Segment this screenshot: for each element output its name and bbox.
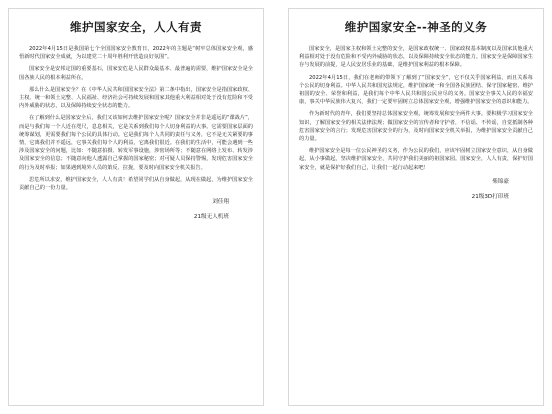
left-article-page: [8, 8, 264, 406]
right-article-paragraph: 国家安全，是国家主权和领土完整的安全，是国家政权统一、国家政权基本制度以及国家其他重大利益相对处于没有危险和不受内外威胁的状态，以及保障持续安全状态的能力。国家安全是保障国家生存与发展的前提，是人民安居乐业的基础，是维护国家利益的根本保障。: [299, 46, 533, 69]
right-article-paragraph: 2022年4月15日，我们在老师的带领下了解到了“国家安全”，它不仅关乎国家利益，而且关系每个公民的切身利益。中华人民共和国宪法规定，维护国家统一和全国各民族团结、保守国家秘密、维护祖国的安全、荣誉和利益，是我们每个中华人民共和国公民应尽的义务。国家安全事关人民的幸福安康，事关中华民族伟大复兴，我们一定要牢固树立总体国家安全观，增强维护国家安全的意识和能力。: [299, 74, 533, 106]
left-article-signature: [19, 198, 253, 222]
right-article-class: 21级3D打印班: [471, 193, 509, 200]
right-article-paragraph: 维护国家安全是每一位公民神圣的义务，作为公民的我们，应该牢固树立国家安全意识，从自身做起，从小事做起，坚决维护国家安全，共同守护我们美丽的祖国家园。国家安全，人人有责，保护好国家安全，就是保护好我们自己，让我们一起行动起来吧！: [299, 148, 533, 171]
left-article-author: 刘佳翔: [212, 199, 229, 206]
left-article-paragraph: 思危所以求安，维护国家安全，人人有责！希望同学们从自身做起，从现在做起，为维护国家安全贡献自己的一份力量。: [19, 176, 253, 192]
right-article-signature: [299, 178, 533, 202]
left-article-class: 21级无人机班: [193, 214, 229, 221]
right-article-title: 维护国家安全--神圣的义务: [344, 20, 488, 34]
left-article-paragraph: 国家安全是安邦定国的重要基石，国家安危是人民群众最基本、最普遍的需要，维护国家安全是全国各族人民的根本利益所在。: [19, 66, 253, 81]
left-article-paragraph: 那么什么是国家安全？在《中华人民共和国国家安全法》第二条中指出，国家安全是指国家政权、主权、统一和领土完整、人民福祉、经济社会可持续发展和国家其他重大利益相对处于没有危险和不受内外威胁的状态，以及保障持续安全状态的能力。: [19, 86, 253, 110]
right-article-author: 柴锦豪: [492, 178, 509, 185]
left-article-paragraph: 2022年4月15日是我国第七个全国国家安全教育日，2022年的主题是“树牢总体国家安全观，感悟新时代国家安全成就，为以建党二十周年胜利开营造良好氛围”。: [19, 46, 253, 61]
left-article-title: 维护国家安全，人人有责: [70, 20, 202, 34]
right-article-page: [288, 8, 544, 406]
left-article-paragraph: 在了解到什么是国家安全后，我们又该如何去维护国家安全呢？国家安全并非是遥远的“谍战片”，而是与我们每一个人近在咫尺，息息相关，它是关系到我们每个人切身利益的大事。它需要国家层面的统筹谋划，更需要我们每个公民的具体行动。它是我们每个人共同的责任与义务，它不是无关紧要的事情，它离我们并不遥远，它事关我们每个人的利益，它离我们很近。在我们的生活中，可能会遇到一些涉及国家安全的问题，比如：不随意拍摄、转发军事设施，涉密场所等；不随意在网络上发布、转发涉及国家安全的信息；不随意向他人透露自己掌握的国家秘密；对可疑人员保持警惕，发现危害国家安全的行为及时举报；如果遇到境外人员的策反、拉拢，要及时向国家安全机关报告。: [19, 115, 253, 171]
right-article-paragraph: 作为新时代的青年，我们要坚持总体国家安全观，统筹发展和安全两件大事。要积极学习国家安全知识，了解国家安全的相关法律法规；做国家安全的宣传者和守护者，不信谣、不传谣，自觉抵制各种危害国家安全的言行；发现危害国家安全的行为，及时向国家安全机关举报，为维护国家安全贡献自己的力量。: [299, 111, 533, 143]
